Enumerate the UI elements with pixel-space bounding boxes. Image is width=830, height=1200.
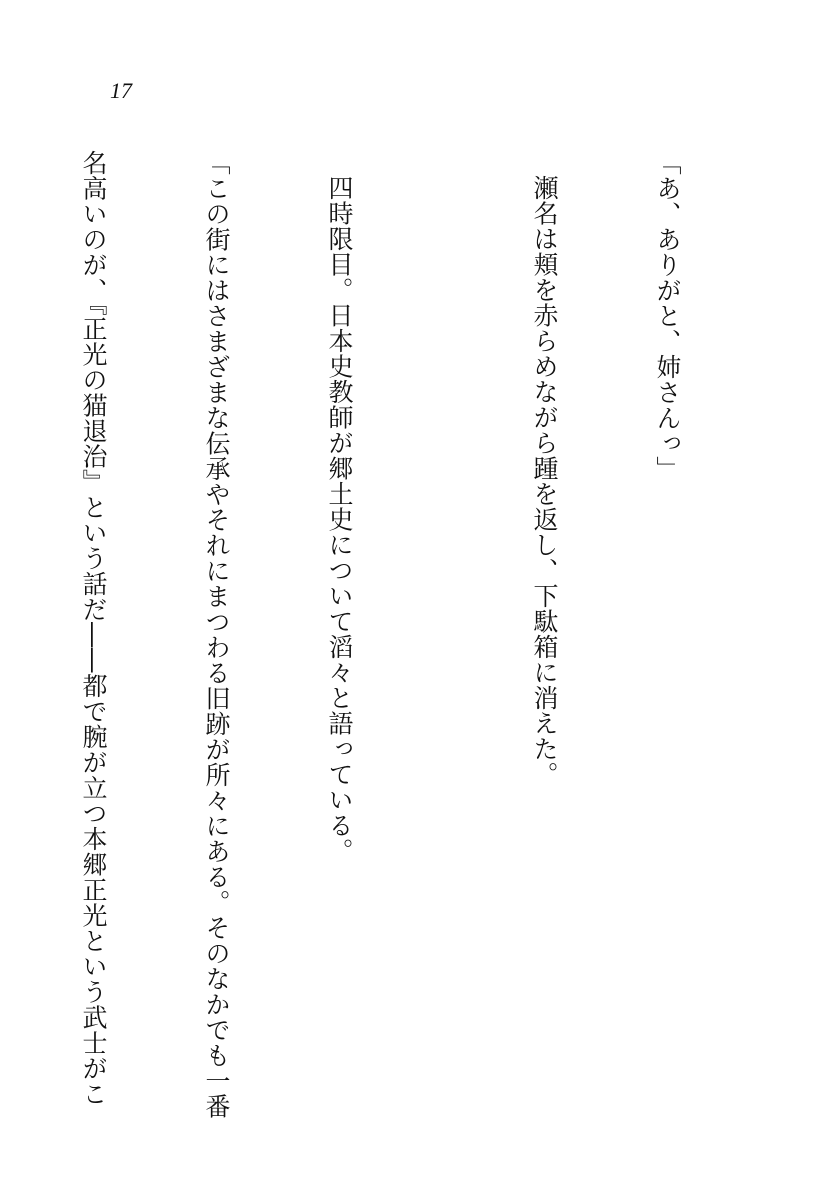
text-line: 「この街にはさまざまな伝承やそれにまつわる旧跡が所々にある。そのなかでも一番: [202, 150, 231, 1119]
text-line: 名高いのが、『正光の猫退治』という話だ――都で腕が立つ本郷正光という武士がこ: [79, 150, 108, 1107]
text-line: 四時限目。日本史教師が郷土史について滔々と語っている。: [325, 175, 354, 864]
text-line: 「あ、ありがと、姉さんっ」: [653, 150, 682, 482]
body-text: [70, 150, 770, 1150]
page-number: 17: [110, 78, 132, 103]
text-line: 瀬名は頬を赤らめながら踵を返し、下駄箱に消えた。: [530, 175, 559, 787]
